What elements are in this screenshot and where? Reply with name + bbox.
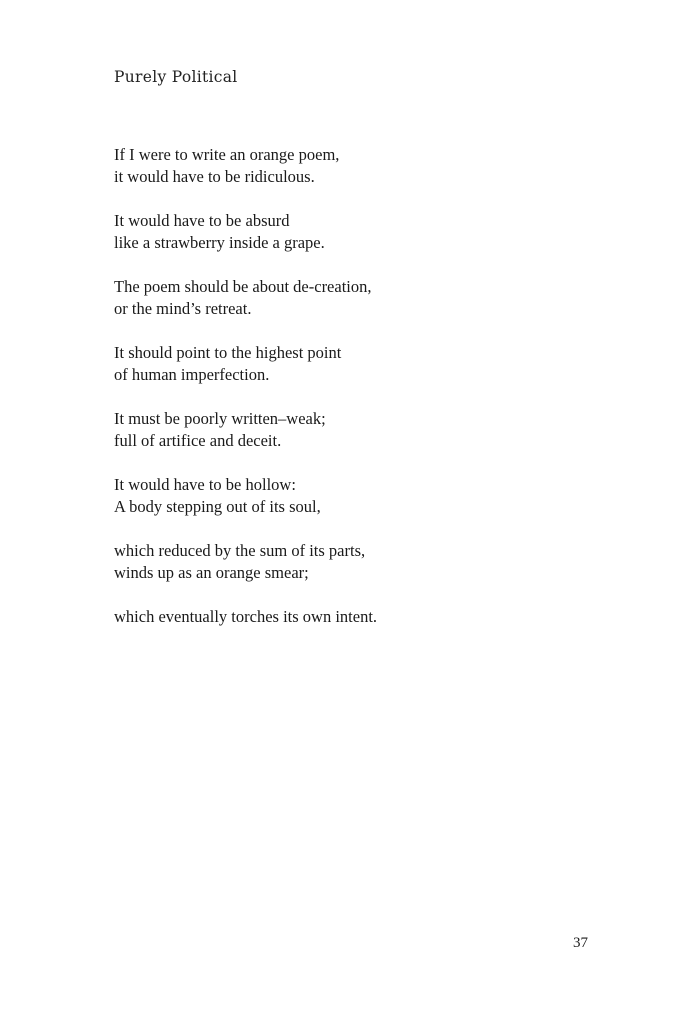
stanza xyxy=(114,408,574,452)
stanza xyxy=(114,276,574,320)
poem-line: If I were to write an orange poem, xyxy=(114,145,340,164)
poem-line: It should point to the highest point xyxy=(114,343,342,362)
poem-line: A body stepping out of its soul, xyxy=(114,497,321,516)
poem-line: it would have to be ridiculous. xyxy=(114,167,315,186)
poem-line: winds up as an orange smear; xyxy=(114,563,309,582)
poem-line: like a strawberry inside a grape. xyxy=(114,233,325,252)
poem-line: of human imperfection. xyxy=(114,365,270,384)
poem-line: It would have to be absurd xyxy=(114,211,290,230)
poem-line: or the mind’s retreat. xyxy=(114,299,252,318)
page-number: 37 xyxy=(573,935,588,951)
stanza xyxy=(114,210,574,254)
stanza xyxy=(114,606,574,628)
stanza xyxy=(114,540,574,584)
stanza xyxy=(114,342,574,386)
poem-line: It would have to be hollow: xyxy=(114,475,296,494)
stanza xyxy=(114,144,574,188)
poem-line: It must be poorly written–weak; xyxy=(114,409,326,428)
poem-body xyxy=(114,144,574,650)
stanza xyxy=(114,474,574,518)
poem-line: The poem should be about de-creation, xyxy=(114,277,372,296)
poem-line: which eventually torches its own intent. xyxy=(114,607,378,626)
poem-line: which reduced by the sum of its parts, xyxy=(114,541,366,560)
poem-title: Purely Political xyxy=(114,68,238,86)
poem-line: full of artifice and deceit. xyxy=(114,431,282,450)
